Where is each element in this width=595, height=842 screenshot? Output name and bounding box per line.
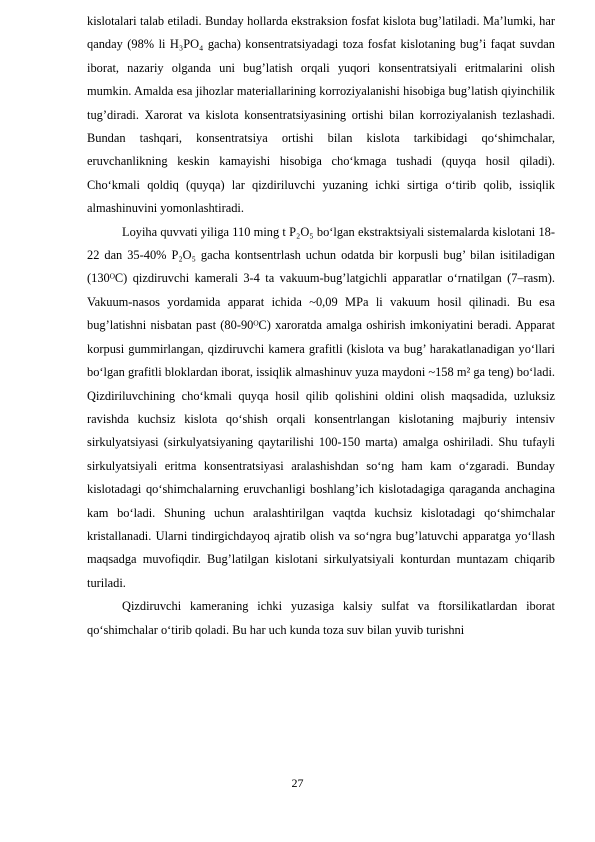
- paragraph-heating-chamber: Qizdiruvchi kameraning ichki yuzasiga kalsiy sulfat va ftorsilikatlardan iborat qo‘shimchalar o‘tirib qoladi. Bu har uch kunda toza suv bilan yuvib turishni: [87, 599, 555, 637]
- paragraph-evaporation-intro: kislotalari talab etiladi. Bunday hollarda ekstraksion fosfat kislota bug’latiladi. Ma’lumki, har qanday (98% li H₃PO₄ gacha) konsentratsiyadagi toza fosfat kislotaning bug’i faqat suvdan iborat, nazariy olganda uni bug’latish orqali yuqori konsentratsiyali eritmalarini olish mumkin. Amalda esa jihozlar materiallarining korroziyalanishi hisobiga bug’latish qiyinchilik tug’diradi. Xarorat va kislota konsentratsiyasining ortishi bilan korroziyalanish tezlashadi. Bundan tashqari, konsentratsiya ortishi bilan kislota tarkibidagi qo‘shimchalar, eruvchanlikning keskin kamayishi hisobiga cho‘kmaga tushadi (quyqa hosil qiladi). Cho‘kmali qoldiq (quyqa) lar qizdiriluvchi yuzaning ichki sirtiga o‘tirib qolib, issiqlik almashinuvini yomonlashtiradi.: [87, 14, 555, 216]
- document-page: [87, 10, 555, 642]
- page-number: 27: [291, 776, 304, 790]
- paragraph-vacuum-evaporators: Loyiha quvvati yiliga 110 ming t P₂O₅ bo‘lgan ekstraktsiyali sistemalarda kislotani 18-22 dan 35-40% P₂O₅ gacha kontsentrlash uchun odatda bir korpusli bug’ bilan isitiladigan (130ᴼC) qizdiruvchi kamerali 3-4 ta vakuum-bug’latgichli apparatlar o‘rnatilgan (7–rasm). Vakuum-nasos yordamida apparat ichida ~0,09 MPa li vakuum hosil qilinadi. Bu esa bug’latishni nisbatan past (80-90ᴼC) xaroratda amalga oshirish imkoniyatini beradi. Apparat korpusi gummirlangan, qizdiruvchi kamera grafitli (kislota va bug’ harakatlanadigan yo‘llari bo‘lgan grafitli bloklardan iborat, issiqlik almashinuv yuza maydoni ~158 m² ga teng) bo‘ladi. Qizdiriluvchining cho‘kmali quyqa hosil qilib qolishini oldini olish maqsadida, uzluksiz ravishda kuchsiz kislota qo‘shish orqali konsentrlangan kislotaning majburiy intensiv sirkulyatsiyasi (sirkulyatsiyaning qaytarilishi 100-150 marta) amalga oshiriladi. Shu tufayli sirkulyatsiyali eritma konsentratsiyasi aralashishdan so‘ng ham kam o‘zgaradi. Bunday kislotadagi qo‘shimchalarning eruvchanligi boshlang’ich kislotadagiga qaraganda anchagina kam bo‘ladi. Shuning uchun aralashtirilgan vaqtda kuchsiz kislotadagi qo‘shimchalar kristallanadi. Ularni tindirgichdayoq ajratib olish va so‘ngra bug’latuvchi apparatga yo‘llash maqsadga muvofiqdir. Bug’latilgan kislotani sirkulyatsiyali konturdan muntazam chiqarib turiladi.: [87, 224, 555, 590]
